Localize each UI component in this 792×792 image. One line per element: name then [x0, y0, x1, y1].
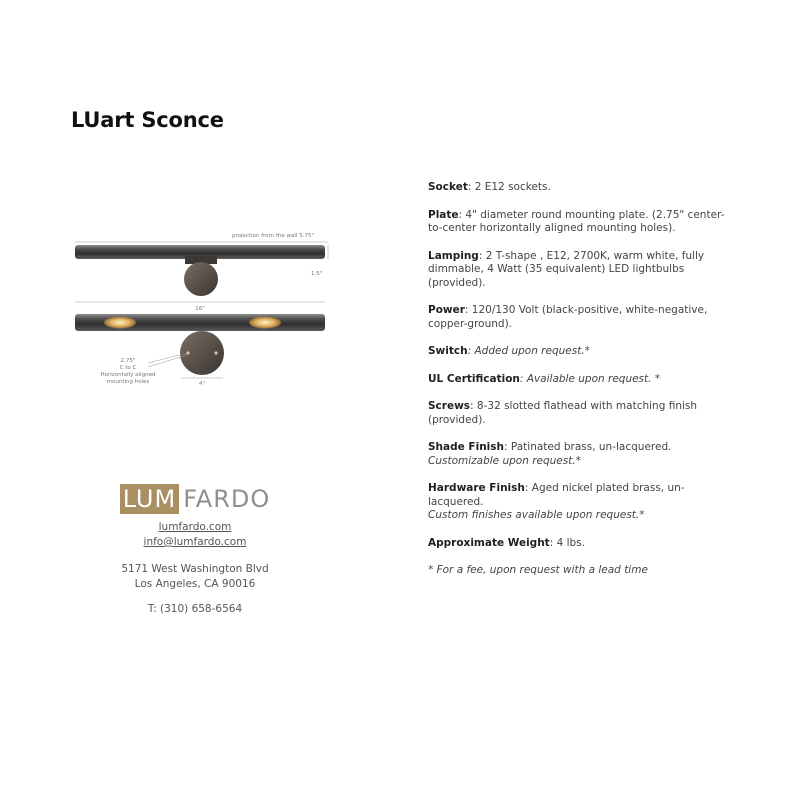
spec-label: Shade Finish [428, 441, 504, 453]
spec-value: : Available upon request. * [519, 372, 661, 385]
spec-socket [428, 181, 728, 195]
bulb-right-glow [249, 317, 281, 329]
spec-note: Customizable upon request.* [428, 454, 581, 467]
spec-list [428, 181, 728, 578]
mounting-hole-right [214, 351, 217, 354]
spec-weight [428, 537, 728, 551]
holes-label-line2: C to C [119, 365, 137, 371]
page-title: LUart Sconce [71, 108, 224, 132]
product-drawing [60, 225, 340, 400]
spec-value: : Patinated brass, un-lacquered. [504, 441, 672, 453]
shade-height-label: 1.5" [311, 271, 323, 277]
spec-value: : 2 T-shape , E12, 2700K, warm white, fully dimmable, 4 Watt (35 equivalent) LED lightbulbs (provided). [428, 249, 705, 289]
email-link[interactable]: info@lumfardo.com [143, 536, 247, 548]
spec-label: UL Certification [428, 372, 520, 385]
logo-box: LUM [120, 484, 179, 514]
spec-note: Custom finishes available upon request.* [428, 509, 645, 521]
spec-label: Power [428, 304, 465, 316]
spec-value: : 2 E12 sockets. [467, 181, 551, 193]
spec-label: Socket [428, 181, 468, 193]
company-info [110, 484, 280, 617]
spec-value: : Aged nickel plated brass, un-lacquered. [428, 482, 685, 508]
spec-label: Switch [428, 345, 468, 357]
mounting-plate-top-view [184, 262, 218, 296]
spec-switch [428, 345, 728, 359]
spec-hardware-finish [428, 482, 728, 523]
spec-label: Screws [428, 400, 471, 412]
spec-label: Plate [428, 208, 459, 221]
projection-label: projection from the wall 5.75" [232, 233, 314, 239]
spec-power [428, 304, 728, 331]
holes-label-line1: 2.75" [120, 358, 136, 364]
spec-value: : 4 lbs. [549, 536, 585, 549]
spec-value: : 8-32 slotted flathead with matching finish (provided). [428, 400, 698, 426]
holes-label-line4: mounting holes [106, 379, 150, 385]
length-label: 16" [195, 306, 205, 312]
spec-plate [428, 209, 728, 236]
holes-label-line3: Horizontally aligned [100, 372, 156, 378]
footnote: * For a fee, upon request with a lead time [428, 564, 648, 576]
logo-text: FARDO [183, 485, 271, 513]
spec-label: Lamping [428, 249, 479, 262]
plate-width-label: 4" [198, 381, 206, 387]
spec-label: Hardware Finish [428, 482, 525, 494]
spec-screws [428, 400, 728, 427]
sconce-dimension-diagram [60, 225, 340, 400]
address-line-1: 5171 West Washington Blvd [121, 563, 269, 575]
spec-lamping [428, 250, 728, 291]
website-link[interactable]: lumfardo.com [158, 521, 232, 533]
spec-label: Approximate Weight [428, 536, 550, 549]
spec-value: : Added upon request.* [467, 345, 590, 357]
spec-value: : 4" diameter round mounting plate. (2.75" center-to-center horizontally aligned mounting holes). [428, 208, 725, 234]
spec-ul [428, 373, 728, 387]
address-line-2: Los Angeles, CA 90016 [134, 578, 256, 590]
spec-shade-finish [428, 441, 728, 468]
spec-value: : 120/130 Volt (black-positive, white-negative, copper-ground). [428, 304, 708, 330]
bulb-left-glow [104, 317, 136, 329]
phone-number: T: (310) 658-6564 [147, 603, 243, 615]
lumfardo-logo [110, 484, 280, 514]
